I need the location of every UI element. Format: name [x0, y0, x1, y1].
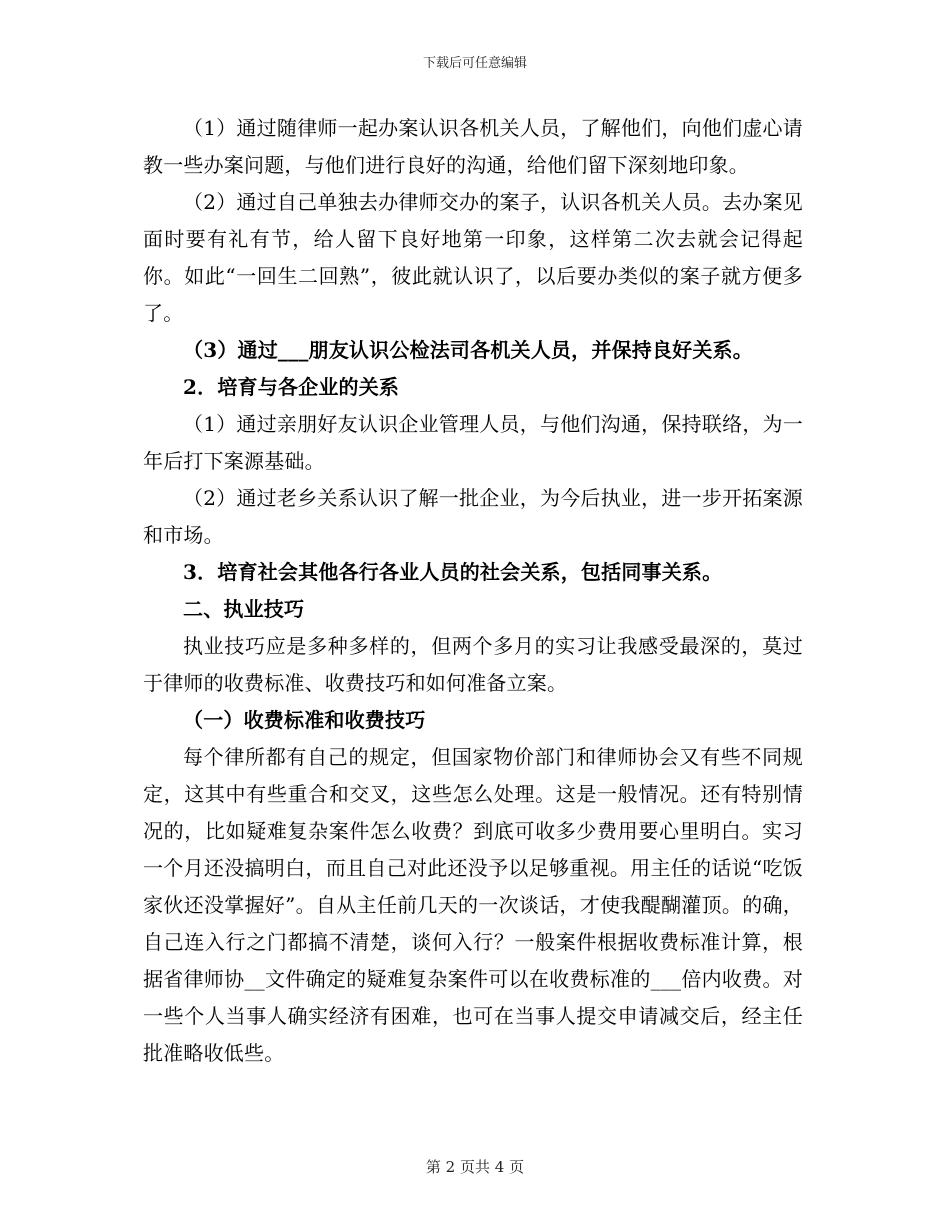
subsection-heading-1: （一）收费标准和收费技巧 — [183, 708, 426, 732]
page-header: 下载后可任意编辑 — [422, 56, 527, 71]
paragraph-5: （2）通过老乡关系认识了解一批企业，为今后执业，进一步开拓案源和市场。 — [143, 486, 803, 547]
document-body — [143, 110, 803, 1072]
paragraph-4: （1）通过亲朋好友认识企业管理人员，与他们沟通，保持联络，为一年后打下案源基础。 — [143, 412, 803, 473]
paragraph-3-bold: （3）通过___朋友认识公检法司各机关人员，并保持良好关系。 — [183, 338, 753, 362]
page-footer: 第 2 页共 4 页 — [425, 1158, 525, 1176]
paragraph-7: 每个律所都有自己的规定，但国家物价部门和律师协会又有些不同规定，这其中有些重合和交叉，这些怎么处理。这是一般情况。还有特别情况的，比如疑难复杂案件怎么收费？到底可收多少费用要心里明白。实习一个月还没搞明白，而且自己对此还没予以足够重视。用主任的话说“吃饭家伙还没掌握好”。自从主任前几天的一次谈话，才使我醍醐灌顶。的确，自己连入行之门都搞不清楚，谈何入行？一般案件根据收费标准计算，根据省律师协__文件确定的疑难复杂案件可以在收费标准的___倍内收费。对一些个人当事人确实经济有困难，也可在当事人提交申请减交后，经主任批准略收低些。 — [143, 745, 803, 1065]
paragraph-6: 执业技巧应是多种多样的，但两个多月的实习让我感受最深的，莫过于律师的收费标准、收费技巧和如何准备立案。 — [143, 634, 803, 695]
paragraph-2: （2）通过自己单独去办律师交办的案子，认识各机关人员。去办案见面时要有礼有节，给人留下良好地第一印象，这样第二次去就会记得起你。如此“一回生二回熟”，彼此就认识了，以后要办类似的案子就方便多了。 — [143, 190, 803, 325]
section-heading-2: 2．培育与各企业的关系 — [183, 375, 400, 399]
section-heading-3: 3．培育社会其他各行各业人员的社会关系，包括同事关系。 — [183, 560, 723, 584]
chapter-heading-2: 二、执业技巧 — [183, 597, 305, 621]
paragraph-1: （1）通过随律师一起办案认识各机关人员，了解他们，向他们虚心请教一些办案问题，与他们进行良好的沟通，给他们留下深刻地印象。 — [143, 116, 803, 177]
